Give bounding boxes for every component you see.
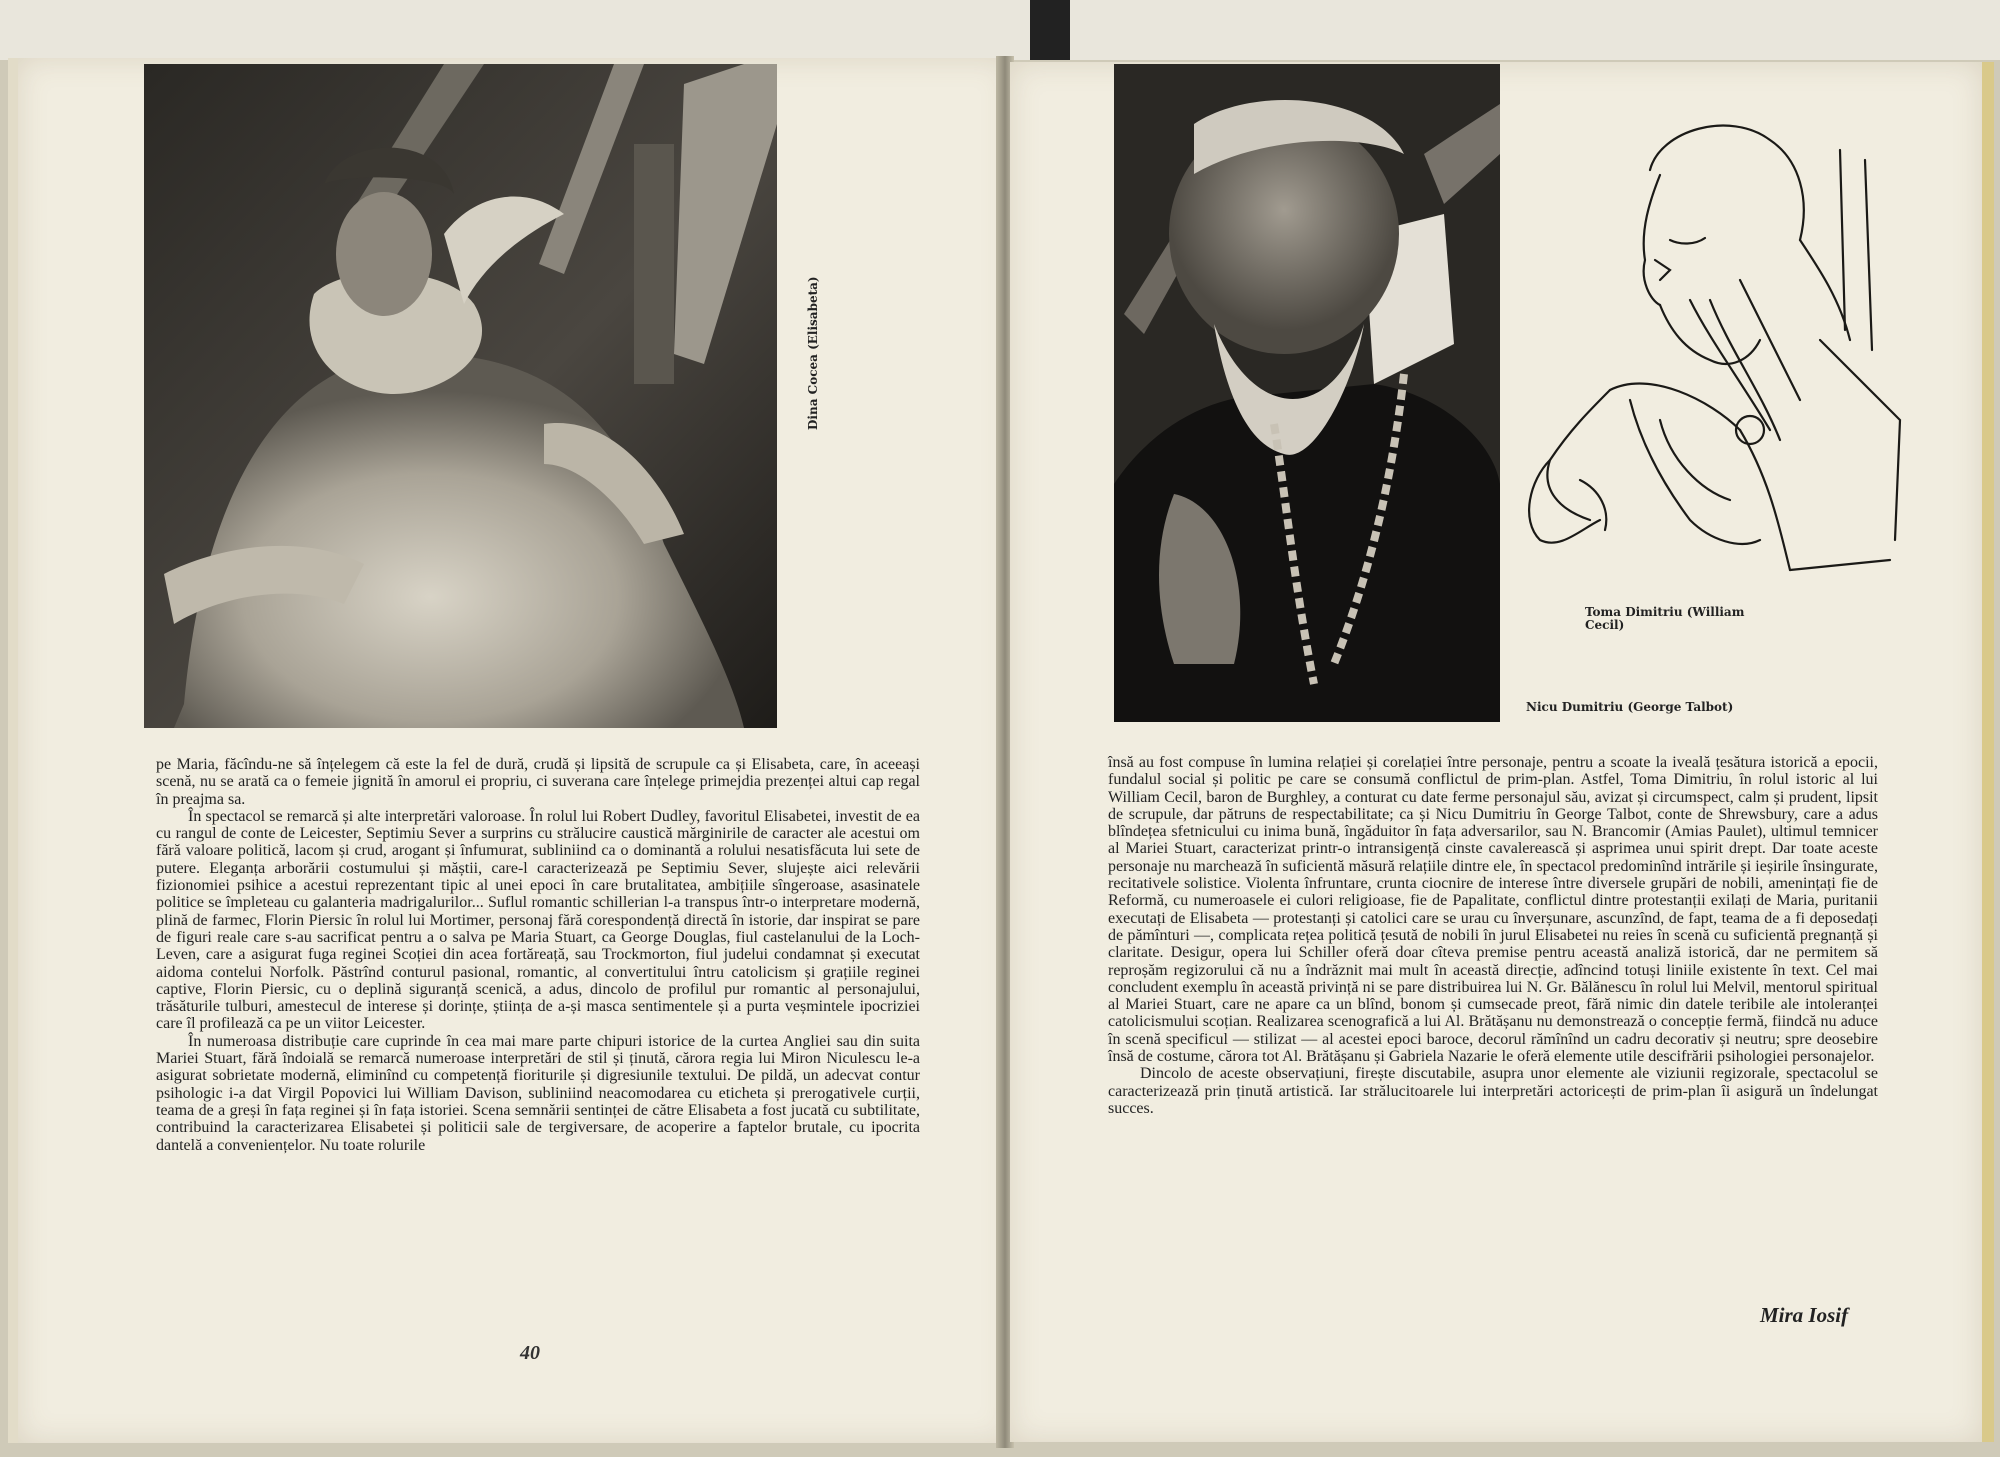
photo-elisabeta-icon: [144, 64, 777, 728]
sketch-cecil: [1510, 100, 1910, 600]
left-column-text: [156, 756, 920, 1154]
sketch-cecil-icon: [1510, 100, 1910, 600]
sketch-caption: Toma Dimitriu (William Cecil): [1585, 605, 1745, 632]
right-column-text: [1108, 754, 1878, 1117]
photo-talbot: [1114, 64, 1500, 722]
left-paragraph-1: pe Maria, făcîndu-ne să înțelegem că este la fel de dură, crudă și lipsită de scrupule ca și Elisabeta, care, în aceeași scenă, nu se arată ca o femeie jignită în amorul ei propriu, ci suverana care înțelege primejdia prezenței altui cap regal în preajma sa.: [156, 756, 920, 808]
right-paragraph-1: însă au fost compuse în lumina relației și corelației între personaje, pentru a scoate la iveală țesătura istorică a epocii, fundalul social și politic pe care se consumă conflictul de prim-plan. Astfel, Toma Dimitriu, în rolul istoric al lui William Cecil, baron de Burghley, a conturat cu date ferme personajul său, avizat și circumspect, calm și prudent, lipsit de scrupule, dar pătruns de respectabilitate; ca și Nicu Dumitriu în George Talbot, conte de Shrewsbury, care a adus blîndețea sfetnicului cu inima bună, îngăduitor în fața adversarilor, sau N. Brancomir (Amias Paulet), ultimul temnicer al Mariei Stuart, caracterizat printr-o intransigență cinste cavalerească și asprimea unui spirit drept. Dar toate aceste personaje nu marchează în suficientă măsură relațiile dintre ele, în spectacol predominînd intrările și ieșirile însingurate, recitativele solistice. Violenta înfruntare, crunta ciocnire de interese între diversele grupări de nobili, amenințați fie de Reformă, cu numeroasele ei culori religioase, fie de Papalitate, conflictul dintre protestanții exilați de Maria, puritanii executați de Elisabeta — protestanți și catolici care se urau cu înverșunare, ascunzînd, de fapt, teama de a fi deposedați de pămînturi —, complicata rețea politică țesută de nobili în jurul Elisabetei nu reies în scenă cu suficientă pregnanță și claritate. Desigur, opera lui Schiller oferă doar cîteva premise pentru această analiză istorică, dar ne permitem să reproșăm regizorului că nu a îndrăznit mai mult în această direcție, adîncind totuși liniile existente în text. Cel mai concludent exemplu în această privință ni se pare distribuirea lui N. Gr. Bălănescu în rolul lui Melvil, mentorul spiritual al Mariei Stuart, care ne apare ca un blînd, bonom și cumsecade preot, fără nimic din datele teribile ale intoleranței catolicismului scoțian. Realizarea scenografică a lui Al. Brătășanu nu demonstrează o concepție fermă, fiindcă nu aduce în scenă specificul — stilizat — al acestei epoci baroce, decorul rămînînd un cadru decorativ și neutru; spre deosebire însă de costume, cărora tot Al. Brătășanu și Gabriela Nazarie le oferă elemente utile descifrării psihologiei personajelor.: [1108, 754, 1878, 1066]
photo-talbot-icon: [1114, 64, 1500, 722]
background-top: [0, 0, 2000, 60]
page-number: 40: [520, 1342, 540, 1364]
right-paragraph-2: Dincolo de aceste observațiuni, firește discutabile, asupra unor elemente ale viziunii regizorale, spectacolul se caracterizează prin ținută artistică. Iar strălucitoarele lui interpretări actoricești de prim-plan îi asigură un îndelungat succes.: [1108, 1065, 1878, 1117]
author-signature: Mira Iosif: [1760, 1303, 1849, 1327]
photo-caption-left: Dina Cocea (Elisabeta): [806, 276, 820, 430]
left-paragraph-2: În spectacol se remarcă și alte interpretări valoroase. În rolul lui Robert Dudley, favoritul Elisabetei, investit de ea cu rangul de conte de Leicester, Septimiu Sever a surprins cu strălucire caustică mărginirile de caracter ale acestui om fără valoare politică, lacom și crud, arogant și înfumurat, subliniind ca o dominantă a rolului nesatisfăcuta lui sete de putere. Eleganța arborării costumului și măștii, care-l caracterizează pe Septimiu Sever, slujește aici relevării fizionomiei psihice a acestui reprezentant tipic al unei epoci în care brutalitatea, ambițiile sîngeroase, asasinatele politice se împleteau cu galanteria madrigalurilor... Suflul romantic schillerian l-a transpus într-o interpretare modernă, plină de farmec, Florin Piersic în rolul lui Mortimer, personaj fără corespondență directă în istorie, dar inspirat se pare de figuri reale care s-au sacrificat pentru a o salva pe Maria Stuart, ca George Douglas, fiul castelanului de la Loch-Leven, care a asigurat fuga reginei Scoției din acea fortăreață, sau Trockmorton, fiul judelui condamnat și executat aidoma contelui Norfolk. Păstrînd conturul pasional, romantic, al convertitului întru catolicism și grațiile reginei captive, Florin Piersic, cu o deplină siguranță scenică, a adus, dincolo de profilul pur romantic al personajului, trăsăturile tulburi, amestecul de interese și dorințe, știința de a-și masca sentimentele și a purta veșmintele ipocriziei care îl profilează ca pe un viitor Leicester.: [156, 807, 920, 1033]
background-dark-strip: [1030, 0, 1070, 60]
photo-caption-right: Nicu Dumitriu (George Talbot): [1526, 700, 1734, 714]
left-paragraph-3: În numeroasa distribuție care cuprinde în cea mai mare parte chipuri istorice de la curtea Angliei sau din suita Mariei Stuart, fără îndoială se remarcă numeroase interpretări de stil și ținută, cărora regia lui Miron Niculescu le-a asigurat sobrietate modernă, eliminînd cu competență fioriturile și digresiunile textului. De pildă, un adecvat contur psihologic i-a dat Virgil Popovici lui William Davison, subliniind neacomodarea cu eticheta și prerogativele curții, teama de a greși în fața reginei și în fața istoriei. Scena semnării sentinței de către Elisabeta a fost jucată cu subtilitate, contribuind la caracterizarea Elisabetei și politicii sale de tergiversare, de acoperire a faptelor brutale, cu ipocrita dantelă a conveniențelor. Nu toate rolurile: [156, 1032, 920, 1154]
photo-elisabeta: [144, 64, 777, 728]
